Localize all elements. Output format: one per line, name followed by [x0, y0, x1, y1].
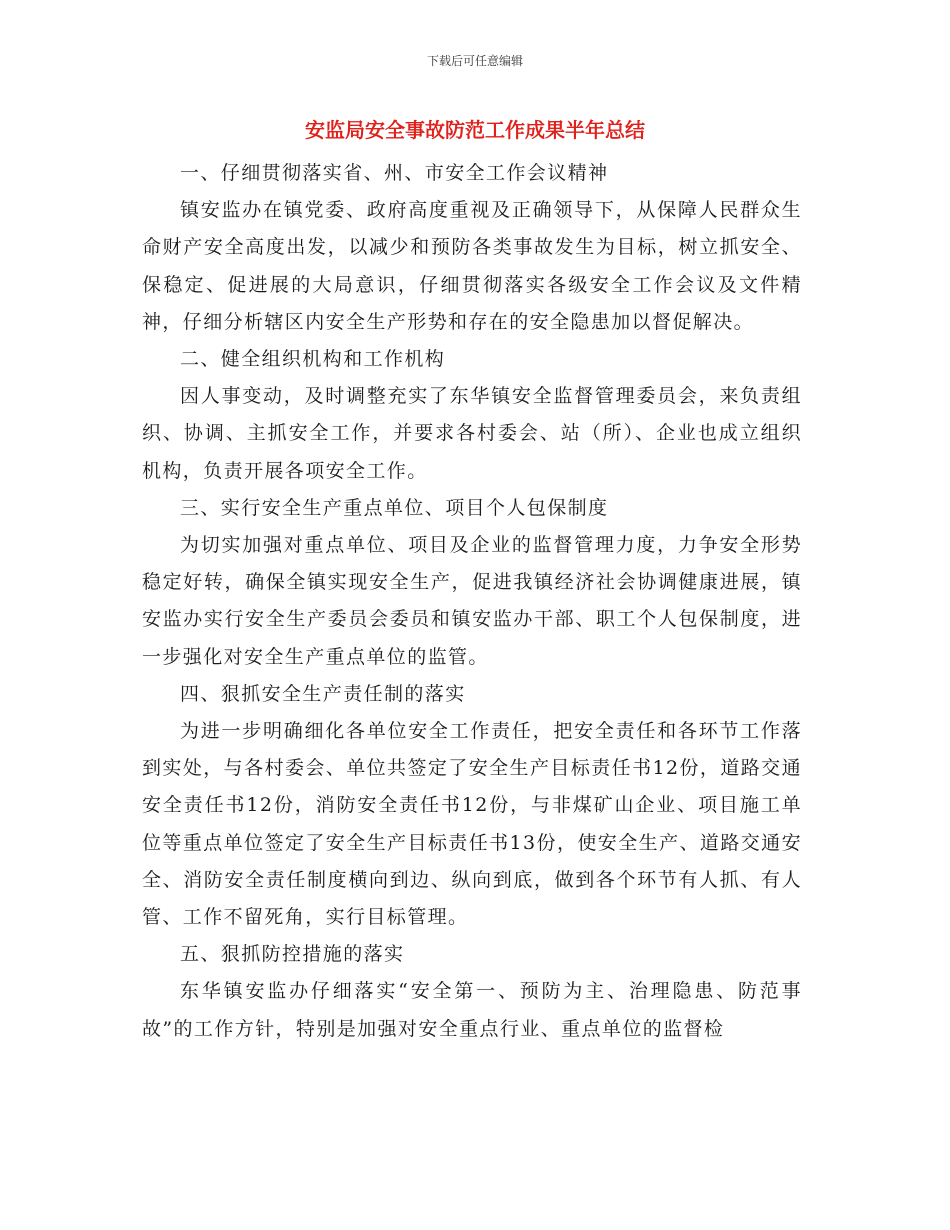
body-paragraph: 镇安监办在镇党委、政府高度重视及正确领导下，从保障人民群众生命财产安全高度出发，以减少和预防各类事故发生为目标，树立抓安全、保稳定、促进展的大局意识，仔细贯彻落实各级安全工作会议及文件精神，仔细分析辖区内安全生产形势和存在的安全隐患加以督促解决。 — [142, 199, 802, 333]
body-paragraph: 为进一步明确细化各单位安全工作责任，把安全责任和各环节工作落到实处，与各村委会、单位共签定了安全生产目标责任书12份，道路交通安全责任书12份，消防安全责任书12份，与非煤矿山企业、项目施工单位等重点单位签定了安全生产目标责任书13份，使安全生产、道路交通安全、消防安全责任制度横向到边、纵向到底，做到各个环节有人抓、有人管、工作不留死角，实行目标管理。 — [142, 720, 802, 929]
section-heading: 五、狠抓防控措施的落实 — [180, 943, 405, 966]
document-body — [142, 155, 802, 1048]
section-heading: 二、健全组织机构和工作机构 — [180, 348, 446, 371]
body-paragraph: 为切实加强对重点单位、项目及企业的监督管理力度，力争安全形势稳定好转，确保全镇实现安全生产，促进我镇经济社会协调健康进展，镇安监办实行安全生产委员会委员和镇安监办干部、职工个人包保制度，进一步强化对安全生产重点单位的监管。 — [142, 534, 802, 668]
header-note: 下载后可任意编辑 — [426, 54, 523, 68]
body-paragraph: 东华镇安监办仔细落实“安全第一、预防为主、治理隐患、防范事故”的工作方针，特别是加强对安全重点行业、重点单位的监督检 — [142, 980, 802, 1040]
section-heading: 三、实行安全生产重点单位、项目个人包保制度 — [180, 496, 609, 519]
section-heading: 一、仔细贯彻落实省、州、市安全工作会议精神 — [180, 162, 609, 184]
section-heading: 四、狠抓安全生产责任制的落实 — [180, 682, 466, 705]
body-paragraph: 因人事变动，及时调整充实了东华镇安全监督管理委员会，来负责组织、协调、主抓安全工作，并要求各村委会、站（所）、企业也成立组织机构，负责开展各项安全工作。 — [142, 385, 802, 482]
document-title: 安监局安全事故防范工作成果半年总结 — [305, 118, 645, 142]
